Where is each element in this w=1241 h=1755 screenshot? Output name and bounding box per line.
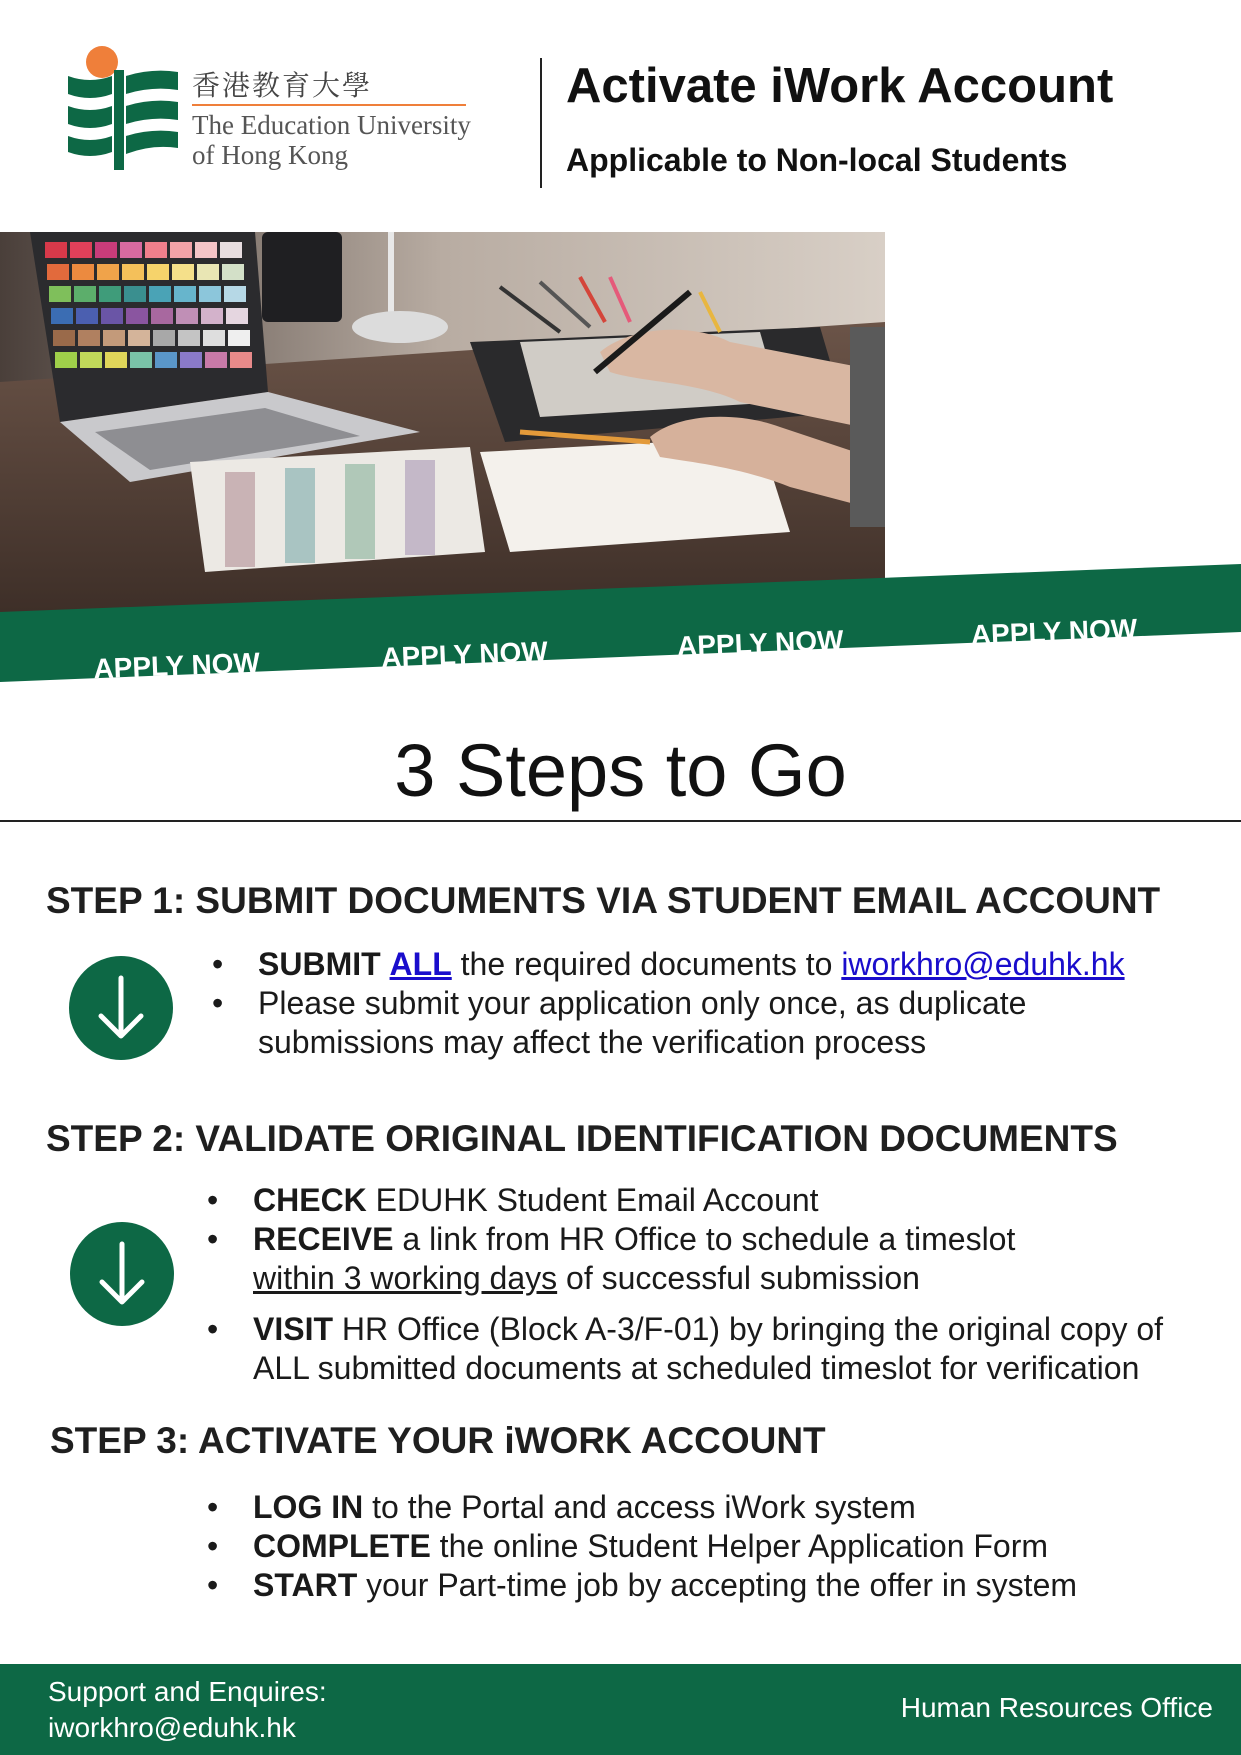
bullet-keyword: SUBMIT <box>258 946 381 982</box>
desk-workspace-photo <box>0 232 885 612</box>
bullet-keyword: COMPLETE <box>253 1528 431 1564</box>
bullet-text: of successful submission <box>566 1260 920 1296</box>
bullet-keyword: CHECK <box>253 1182 367 1218</box>
apply-now-label-4[interactable]: APPLY NOW <box>970 613 1138 651</box>
apply-now-label-2[interactable]: APPLY NOW <box>380 635 549 674</box>
bullet-keyword: VISIT <box>253 1311 334 1347</box>
step-2-heading: STEP 2: VALIDATE ORIGINAL IDENTIFICATION DOCUMENTS <box>46 1118 1118 1159</box>
email-link[interactable]: iworkhro@eduhk.hk <box>841 946 1125 982</box>
step-1-heading: STEP 1: SUBMIT DOCUMENTS VIA STUDENT EMAIL ACCOUNT <box>46 880 1161 921</box>
logo-divider <box>192 104 466 106</box>
apply-now-banner <box>0 560 1241 690</box>
support-email[interactable]: iworkhro@eduhk.hk <box>48 1712 296 1743</box>
list-item <box>212 984 1125 1062</box>
page-title: Activate iWork Account <box>566 59 1114 113</box>
step-3-list <box>207 1488 1077 1605</box>
step-1-list <box>212 945 1125 1062</box>
apply-now-label-3[interactable]: APPLY NOW <box>676 624 845 662</box>
university-name-chinese: 香港教育大學 <box>192 69 373 102</box>
list-item <box>207 1527 1077 1566</box>
footer <box>0 1664 1241 1755</box>
footer-support <box>48 1674 327 1746</box>
list-item <box>207 1310 1163 1388</box>
bullet-text: the online Student Helper Application Form <box>439 1528 1049 1564</box>
arrow-down-circle-icon <box>70 1222 174 1326</box>
office-name: Human Resources Office <box>900 1692 1213 1723</box>
bullet-keyword: LOG IN <box>253 1489 364 1525</box>
page-subtitle: Applicable to Non-local Students <box>566 142 1068 178</box>
bullet-keyword: RECEIVE <box>253 1221 394 1257</box>
list-item <box>207 1488 1077 1527</box>
steps-headline: 3 Steps to Go <box>394 729 847 812</box>
list-item <box>207 1220 1163 1298</box>
bullet-text: HR Office (Block A-3/F-01) by bringing the original copy of <box>341 1311 1164 1347</box>
headline-divider <box>0 820 1241 822</box>
eduhk-logo-icon <box>68 44 178 170</box>
step-2-list <box>207 1181 1163 1388</box>
university-name-line1: The Education University <box>192 110 471 140</box>
header-divider <box>540 58 542 188</box>
deadline-text: within 3 working days <box>253 1260 558 1296</box>
bullet-text: the required documents to <box>460 946 833 982</box>
arrow-down-circle-icon <box>69 956 173 1060</box>
bullet-text: your Part-time job by accepting the offer in system <box>366 1567 1078 1603</box>
apply-now-label-1[interactable]: APPLY NOW <box>92 646 261 685</box>
bullet-text: • Please submit your application only once, as duplicate <box>258 985 1027 1021</box>
list-item <box>212 945 1125 984</box>
university-name-line2: of Hong Kong <box>192 140 348 170</box>
all-link[interactable]: ALL <box>389 946 452 982</box>
bullet-text: submissions may affect the verification process <box>258 1024 927 1060</box>
list-item <box>207 1566 1077 1605</box>
bullet-text: a link from HR Office to schedule a timeslot <box>402 1221 1016 1257</box>
step-3-heading: STEP 3: ACTIVATE YOUR iWORK ACCOUNT <box>50 1420 826 1461</box>
bullet-text: EDUHK Student Email Account <box>375 1182 819 1218</box>
bullet-text: to the Portal and access iWork system <box>372 1489 916 1525</box>
list-item <box>207 1181 1163 1220</box>
bullet-text: ALL submitted documents at scheduled timeslot for verification <box>253 1350 1140 1386</box>
support-label: Support and Enquires: <box>48 1676 327 1707</box>
bullet-keyword: START <box>253 1567 358 1603</box>
